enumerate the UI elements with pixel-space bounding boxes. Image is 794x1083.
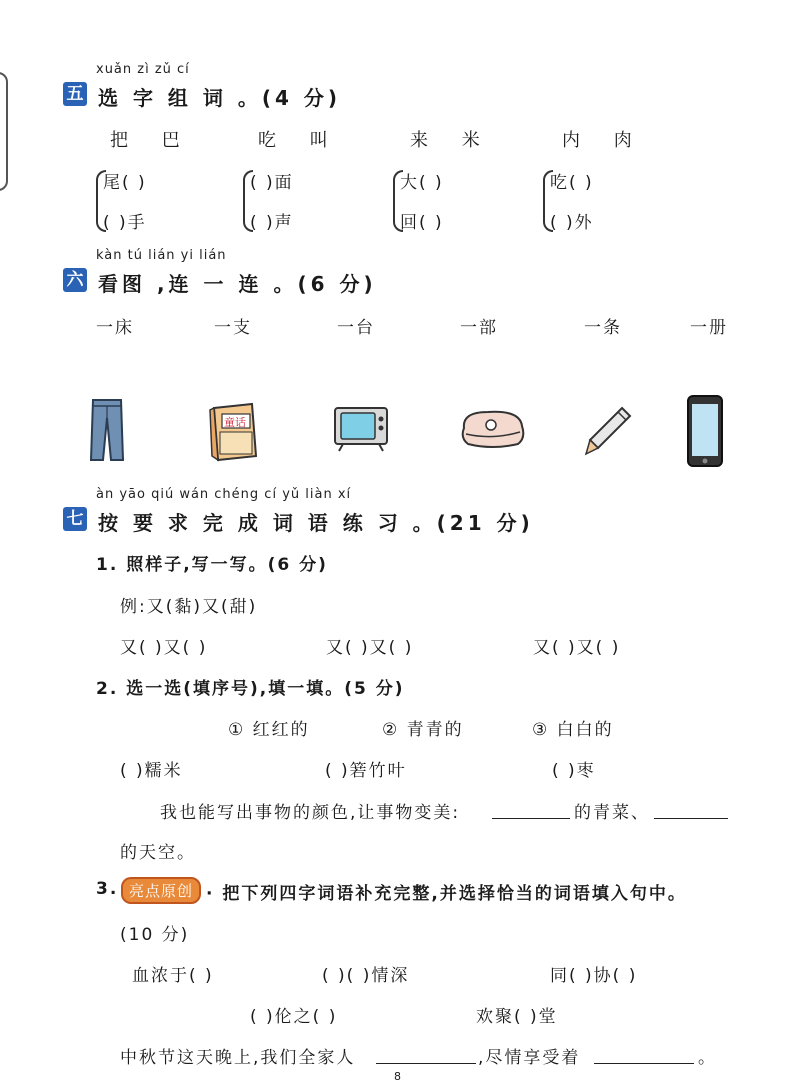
q3-idiom-5[interactable]: 欢聚( )堂: [476, 1007, 558, 1027]
mobile-phone-image[interactable]: [686, 394, 724, 468]
page-edge-tab: [0, 72, 8, 191]
measure-word-3[interactable]: 一台: [337, 318, 375, 338]
sec5-blank-1b[interactable]: ( )手: [103, 213, 147, 233]
q3-answer-line-1[interactable]: [376, 1063, 476, 1064]
sec5-pair-4: 内 肉: [562, 130, 646, 151]
storybook-image[interactable]: [208, 402, 260, 462]
q3-score: (10 分): [120, 925, 190, 945]
q3-heading: · 把下列四字词语补充完整,并选择恰当的词语填入句中。: [206, 884, 687, 904]
q1-blank-2[interactable]: 又( )又( ): [326, 638, 414, 658]
q2-answer-line-1[interactable]: [492, 818, 570, 819]
q2-sentence-c: 的天空。: [120, 843, 196, 863]
sec5-pinyin: xuǎn zì zǔ cí: [96, 62, 190, 77]
pencil-image[interactable]: [584, 404, 634, 458]
measure-word-5[interactable]: 一条: [584, 318, 622, 338]
measure-word-2[interactable]: 一支: [214, 318, 252, 338]
q3-badge-text: 亮点原创: [121, 877, 201, 904]
sec5-title: 选 字 组 词 。(4 分): [98, 86, 342, 110]
q2-answer-line-2[interactable]: [654, 818, 728, 819]
q3-idiom-2[interactable]: ( )( )情深: [322, 966, 410, 986]
q3-idiom-3[interactable]: 同( )协( ): [550, 966, 638, 986]
pants-image[interactable]: [90, 398, 124, 462]
q2-heading: 2. 选一选(填序号),填一填。(5 分): [96, 679, 405, 699]
q3-sentence-a: 中秋节这天晚上,我们全家人: [120, 1048, 356, 1068]
measure-word-1[interactable]: 一床: [96, 318, 134, 338]
television-image[interactable]: [333, 406, 389, 452]
sec6-pinyin: kàn tú lián yi lián: [96, 248, 227, 263]
q3-sentence-c: 。: [698, 1048, 717, 1068]
sec5-blank-3b[interactable]: 回( ): [400, 213, 444, 233]
q3-number: 3.: [96, 879, 119, 899]
page-number: 8: [394, 1070, 401, 1083]
sec5-blank-4b[interactable]: ( )外: [550, 213, 594, 233]
q2-item-1[interactable]: ( )糯米: [120, 761, 183, 781]
sec5-pair-3: 来 米: [410, 130, 494, 151]
storybook-label: 童话: [224, 416, 246, 429]
q2-option-1: ① 红红的: [228, 720, 310, 740]
q2-item-2[interactable]: ( )箬竹叶: [325, 761, 407, 781]
q2-option-2: ② 青青的: [382, 720, 464, 740]
quilt-image[interactable]: [458, 408, 528, 450]
sec5-blank-2b[interactable]: ( )声: [250, 213, 294, 233]
sec7-title: 按 要 求 完 成 词 语 练 习 。(21 分): [98, 511, 534, 535]
sec7-number-badge: 七: [63, 507, 87, 531]
sec5-blank-4a[interactable]: 吃( ): [550, 173, 594, 193]
measure-word-6[interactable]: 一册: [690, 318, 728, 338]
q3-idiom-4[interactable]: ( )伦之( ): [250, 1007, 338, 1027]
sec5-pair-2: 吃 叫: [258, 130, 342, 151]
q3-idiom-1[interactable]: 血浓于( ): [132, 966, 214, 986]
sec5-blank-2a[interactable]: ( )面: [250, 173, 294, 193]
sec5-blank-1a[interactable]: 尾( ): [103, 173, 147, 193]
q1-blank-1[interactable]: 又( )又( ): [120, 638, 208, 658]
measure-word-4[interactable]: 一部: [460, 318, 498, 338]
q2-sentence-b: 的青菜、: [574, 803, 650, 823]
sec5-number-badge: 五: [63, 82, 87, 106]
sec5-pair-1: 把 巴: [110, 130, 194, 151]
sec5-blank-3a[interactable]: 大( ): [400, 173, 444, 193]
q2-sentence-a: 我也能写出事物的颜色,让事物变美:: [160, 803, 461, 823]
q1-example: 例:又(黏)又(甜): [120, 597, 258, 617]
q3-original-badge: [121, 877, 201, 904]
sec7-pinyin: àn yāo qiú wán chéng cí yǔ liàn xí: [96, 487, 352, 502]
q2-item-3[interactable]: ( )枣: [552, 761, 596, 781]
sec6-title: 看图 ,连 一 连 。(6 分): [98, 272, 377, 296]
q3-sentence-b: ,尽情享受着: [478, 1048, 581, 1068]
q2-option-3: ③ 白白的: [532, 720, 614, 740]
sec6-number-badge: 六: [63, 268, 87, 292]
q1-heading: 1. 照样子,写一写。(6 分): [96, 555, 328, 575]
q1-blank-3[interactable]: 又( )又( ): [533, 638, 621, 658]
q3-answer-line-2[interactable]: [594, 1063, 694, 1064]
